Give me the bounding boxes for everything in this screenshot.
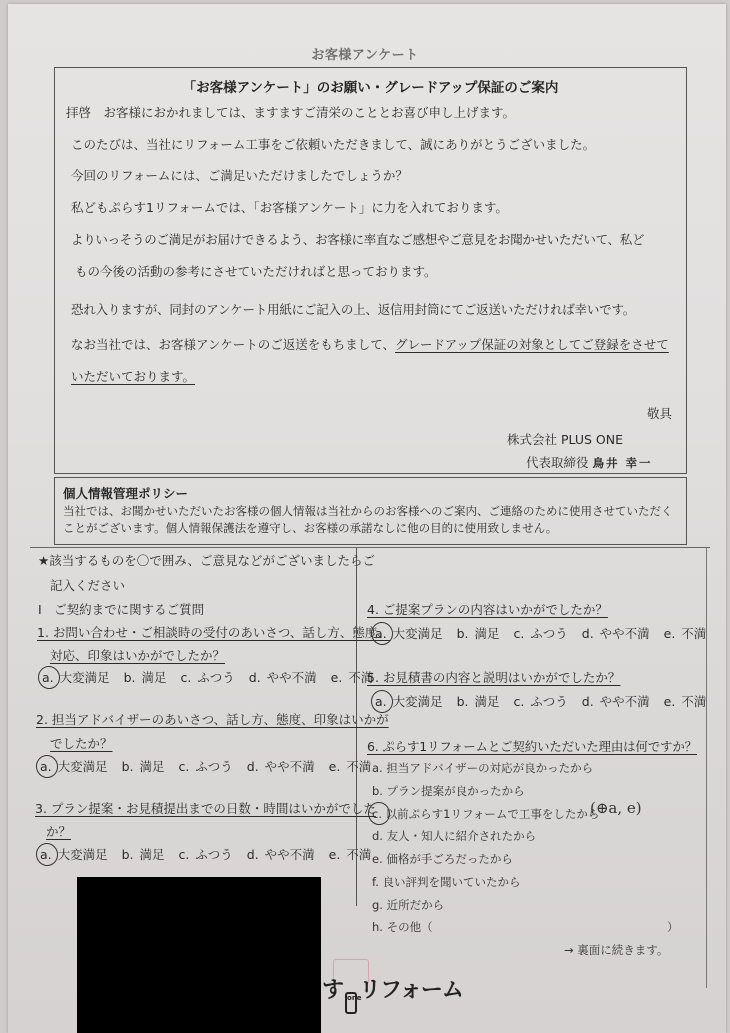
option-a-selected[interactable]: a. 大変満足 [40,847,108,862]
option-c[interactable]: c. ふつう [513,626,568,641]
notice-paragraph: 私どもぷらす1リフォームでは、「お客様アンケート」に力を入れております。 [71,200,508,215]
upgrade-guarantee-underlined: グレードアップ保証の対象としてご登録をさせて [395,337,669,352]
representative-name: 鳥井 幸一 [592,456,653,470]
logo-one-icon: one [345,992,357,1014]
option-c[interactable]: c. ふつう [178,759,233,774]
reason-a[interactable]: a. 担当アドバイザーの対応が良かったから [372,761,594,775]
continue-note: → 裏面に続きます。 [564,943,669,957]
notice-paragraph [71,335,669,353]
option-a-selected[interactable]: a. 大変満足 [40,759,108,774]
question-1-line1: 1. お問い合わせ・ご相談時の受付のあいさつ、話し方、態度、 [37,625,390,640]
option-e[interactable]: e. 不満 [663,626,707,641]
privacy-title: 個人情報管理ポリシー [63,486,189,501]
instructions-line1: ★該当するものを〇で囲み、ご意見などがございましたらご [38,553,375,568]
logo-suffix: リフォーム [359,978,463,1003]
privacy-policy-box [54,477,687,545]
notice-paragraph: よりいっそうのご満足がお届けできるよう、お客様に率直なご感想やご意見をお聞かせいただいて、私ど [71,232,645,247]
document-title: お客様アンケート [311,48,419,63]
option-d[interactable]: d. やや不満 [246,759,315,774]
notice-paragraph: 恐れ入りますが、同封のアンケート用紙にご記入の上、返信用封筒にてご返送いただければ幸いです。 [71,302,636,317]
company-logo [322,973,463,1014]
notice-paragraph: 今回のリフォームには、ご満足いただけましたでしょうか？ [71,168,408,183]
privacy-body: 当社では、お聞かせいただいたお客様の個人情報は当社からのお客様へのご案内、ご連絡のために使用させていただくことがございます。個人情報保護法を遵守し、お客様の承諾なしに他の目的に使用致しません。 [63,504,673,535]
option-d[interactable]: d. やや不満 [581,626,650,641]
notice-paragraph-text: なお当社では、お客様アンケートのご返送をもちまして、 [71,337,396,352]
reason-h-close-paren: ） [667,920,679,934]
section-heading: Ⅰ ご契約までに関するご質問 [38,602,205,617]
question-2-options [40,757,379,775]
reason-b[interactable]: b. プラン提案が良かったから [372,784,525,798]
closing-keigu: 敬具 [647,406,673,421]
question-2-line2: でしたか？ [50,736,113,751]
option-b[interactable]: b. 満足 [121,847,165,862]
option-c[interactable]: c. ふつう [178,847,233,862]
notice-paragraph: 拝啓 お客様におかれましては、ますますご清栄のこととお喜び申し上げます。 [66,105,516,120]
option-b[interactable]: b. 満足 [456,626,500,641]
option-c[interactable]: c. ふつう [513,694,568,709]
option-d[interactable]: d. やや不満 [581,694,650,709]
option-e[interactable]: e. 不満 [328,759,372,774]
notice-paragraph-underlined: いただいております。 [71,369,196,384]
reason-f[interactable]: f. 良い評判を聞いていたから [372,875,521,889]
option-b[interactable]: b. 満足 [121,759,165,774]
representative [526,453,653,471]
representative-title: 代表取締役 [526,455,589,470]
question-5-options [375,692,714,710]
redacted-block [77,877,321,1033]
option-a-selected[interactable]: a. 大変満足 [375,626,443,641]
option-a-selected[interactable]: a. 大変満足 [375,694,443,709]
option-d[interactable]: d. やや不満 [246,847,315,862]
divider-right [706,548,707,988]
question-3-line1: 3. プラン提案・お見積提出までの日数・時間はいかがでした [35,801,376,816]
option-e[interactable]: e. 不満 [330,670,374,685]
question-1-options [42,668,381,686]
company-name: 株式会社 PLUS ONE [507,432,623,447]
question-3-line2: か？ [46,824,72,839]
instructions-line2: 記入ください [50,578,126,593]
notice-paragraph: もの今後の活動の参考にさせていただければと思っております。 [75,264,437,279]
reason-h-other[interactable]: h. その他（ [372,920,433,934]
notice-paragraph: このたびは、当社にリフォーム工事をご依頼いただきまして、誠にありがとうございました。 [71,137,596,152]
option-b[interactable]: b. 満足 [123,670,167,685]
option-a-selected[interactable]: a. 大変満足 [42,670,110,685]
option-b[interactable]: b. 満足 [456,694,500,709]
question-4-options [375,624,714,642]
question-3-options [40,845,379,863]
question-5-title: 5. お見積書の内容と説明はいかがでしたか？ [367,670,621,685]
option-c[interactable]: c. ふつう [180,670,235,685]
option-e[interactable]: e. 不満 [328,847,372,862]
notice-heading: 「お客様アンケート」のお願い・グレードアップ保証のご案内 [182,80,559,96]
question-2-line1: 2. 担当アドバイザーのあいさつ、話し方、態度、印象はいかが [36,712,389,727]
option-e[interactable]: e. 不満 [663,694,707,709]
handwritten-note: (⊕a, e) [590,799,642,817]
reason-d[interactable]: d. 友人・知人に紹介されたから [372,829,537,843]
question-4-title: 4. ご提案プランの内容はいかがでしたか？ [367,602,608,617]
reason-g[interactable]: g. 近所だから [372,898,445,912]
question-6-title: 6. ぷらす1リフォームとご契約いただいた理由は何ですか？ [367,739,697,754]
reason-c-selected[interactable]: c. 以前ぷらす1リフォームで工事をしたから [372,807,600,821]
reason-e[interactable]: e. 価格が手ごろだったから [372,852,513,866]
option-d[interactable]: d. やや不満 [248,670,317,685]
logo-prefix: す [322,978,344,1003]
question-1-line2: 対応、印象はいかがでしたか？ [50,648,226,663]
divider-horizontal [30,547,710,548]
